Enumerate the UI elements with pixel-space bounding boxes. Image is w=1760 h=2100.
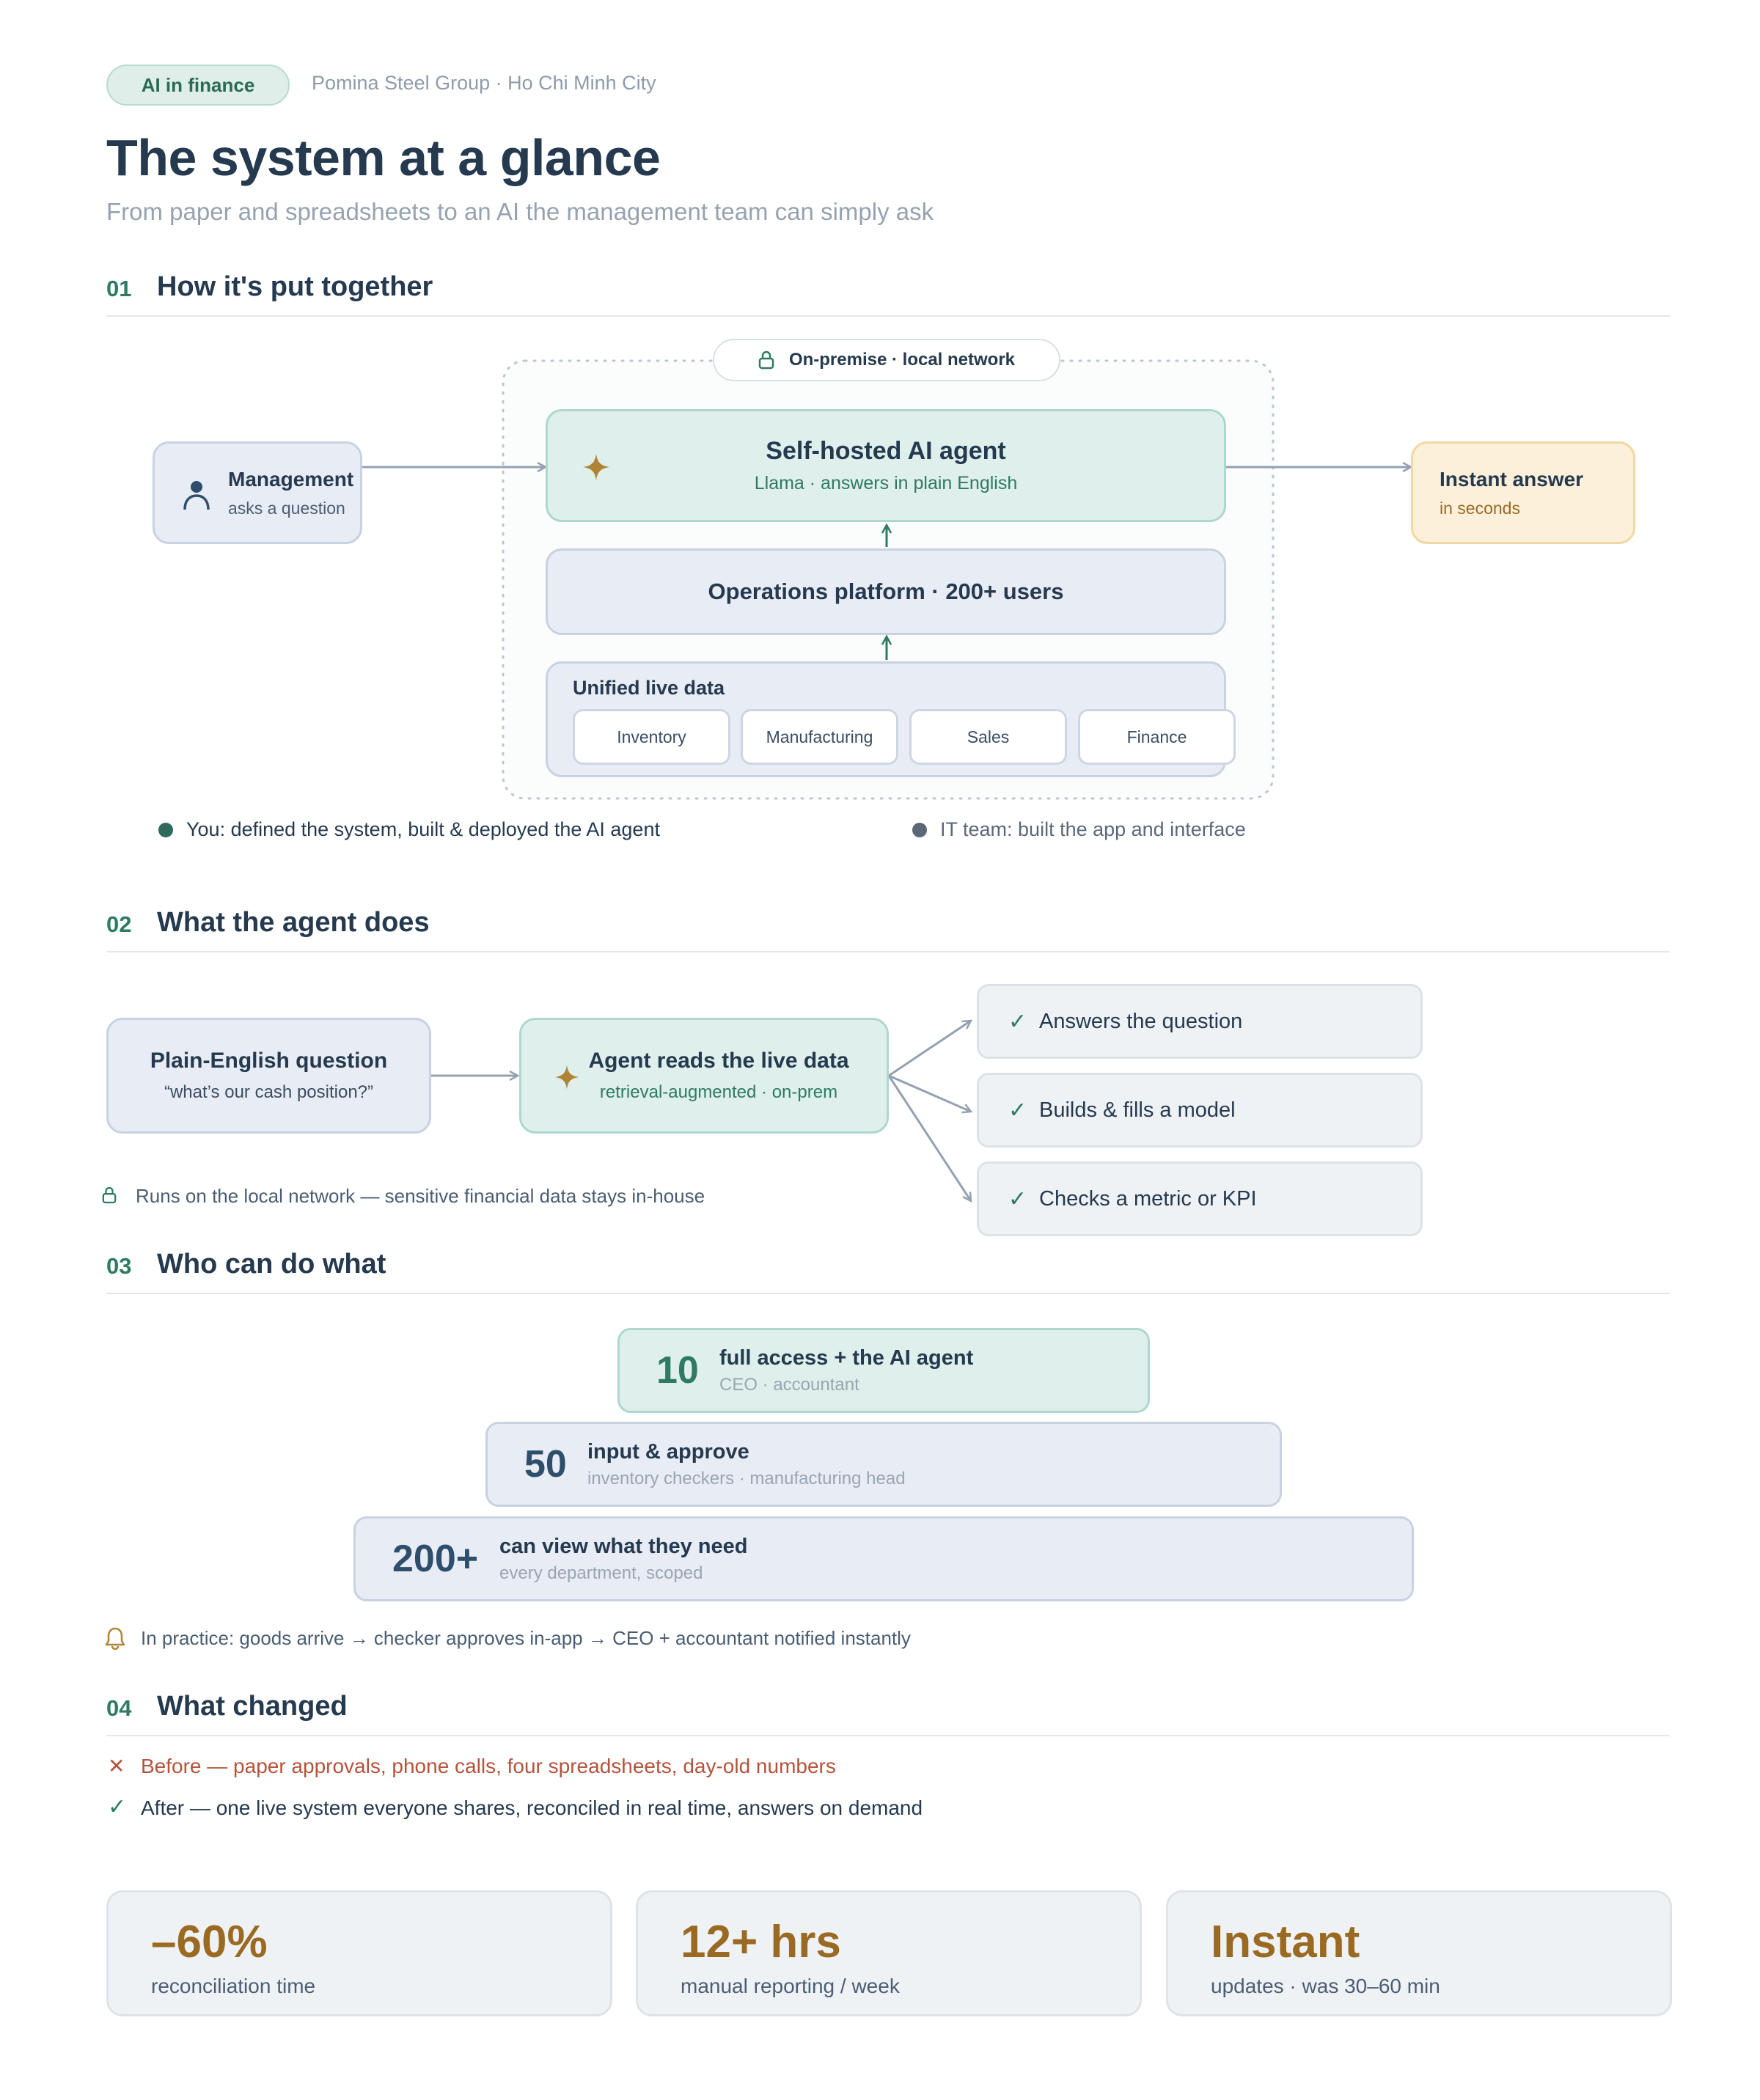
question-node [106,1018,431,1134]
before-text: Before — paper approvals, phone calls, four spreadsheets, day-old numbers [141,1755,836,1777]
bell-icon [104,1626,126,1650]
output-label: Builds & fills a model [1039,1098,1236,1122]
section-divider [106,1293,1670,1294]
section-title-04: What changed [157,1691,348,1722]
data-chip-inventory: Inventory [573,709,730,765]
stat-value: 12+ hrs [681,1917,841,1967]
stat-value: –60% [151,1917,268,1967]
ai-agent-title: Self-hosted AI agent [766,437,1006,465]
tier-count: 10 [656,1349,699,1392]
arrow-agent-to-output-1 [889,1021,971,1076]
check-icon: ✓ [1008,1186,1027,1211]
after-text: After — one live system everyone shares, reconciled in real time, answers on demand [141,1796,923,1819]
stat-label: reconciliation time [151,1975,316,1997]
lock-icon [102,1186,117,1205]
data-chip-manufacturing: Manufacturing [741,709,898,765]
access-tier-approve [485,1422,1282,1507]
tier-roles: every department, scoped [499,1563,703,1583]
check-icon: ✓ [108,1795,127,1819]
cross-icon: ✕ [108,1755,125,1777]
management-title: Management [228,467,354,491]
practice-note: In practice: goods arrive → checker approves in-app → CEO + accountant notified instantly [141,1627,911,1649]
tier-title: can view what they need [499,1534,748,1558]
sparkle-icon [554,1064,580,1090]
access-tier-view [353,1516,1414,1601]
stat-card-reconciliation [106,1890,612,2016]
section-number-03: 03 [106,1253,132,1279]
agent-reads-node [519,1018,889,1134]
question-title: Plain-English question [150,1049,388,1073]
tier-count: 200+ [392,1538,479,1580]
tier-title: input & approve [587,1439,749,1464]
instant-answer-sub: in seconds [1440,498,1520,518]
stat-card-updates [1166,1890,1672,2016]
question-example: “what’s our cash position?” [164,1082,374,1102]
stat-label: manual reporting / week [681,1975,900,1997]
stat-card-reporting [636,1890,1142,2016]
page-subtitle: From paper and spreadsheets to an AI the management team can simply ask [106,198,934,225]
agent-reads-title: Agent reads the live data [588,1049,849,1073]
on-premise-text: On-premise · local network [788,350,1016,370]
ai-agent-sub: Llama · answers in plain English [754,473,1018,493]
category-tag: AI in finance [106,65,290,106]
access-tier-full [617,1328,1150,1413]
check-icon: ✓ [1008,1098,1027,1123]
page-title: The system at a glance [106,129,661,186]
agent-reads-sub: retrieval-augmented · on-prem [599,1082,838,1102]
section-title-02: What the agent does [157,907,430,938]
data-chip-sales: Sales [909,709,1067,765]
tier-title: full access + the AI agent [719,1345,974,1370]
tier-count: 50 [524,1443,567,1486]
instant-answer-title: Instant answer [1440,467,1584,491]
tier-roles: inventory checkers · manufacturing head [587,1468,906,1488]
section-number-02: 02 [106,911,132,937]
section-number-01: 01 [106,276,132,301]
local-network-note: Runs on the local network — sensitive financial data stays in-house [136,1185,705,1207]
stat-value: Instant [1211,1917,1360,1967]
legend-you: You: defined the system, built & deployed the AI agent [186,818,660,840]
tier-roles: CEO · accountant [719,1374,859,1395]
output-label: Checks a metric or KPI [1039,1186,1257,1211]
section-divider [106,1735,1670,1736]
unified-data-title: Unified live data [573,677,725,699]
stat-label: updates · was 30–60 min [1211,1975,1440,1997]
legend-it-team: IT team: built the app and interface [940,818,1246,840]
output-label: Answers the question [1039,1009,1243,1033]
operations-platform-label: Operations platform · 200+ users [708,579,1064,604]
section-title-01: How it's put together [157,271,433,302]
data-chip-finance: Finance [1078,709,1236,765]
check-icon: ✓ [1008,1009,1027,1034]
management-sub: asks a question [228,498,345,518]
output-kpi [977,1161,1423,1236]
company-location: Pomina Steel Group · Ho Chi Minh City [312,72,656,94]
section-number-04: 04 [106,1695,132,1721]
output-model [977,1073,1423,1148]
output-answers [977,984,1423,1059]
section-title-03: Who can do what [157,1249,386,1280]
